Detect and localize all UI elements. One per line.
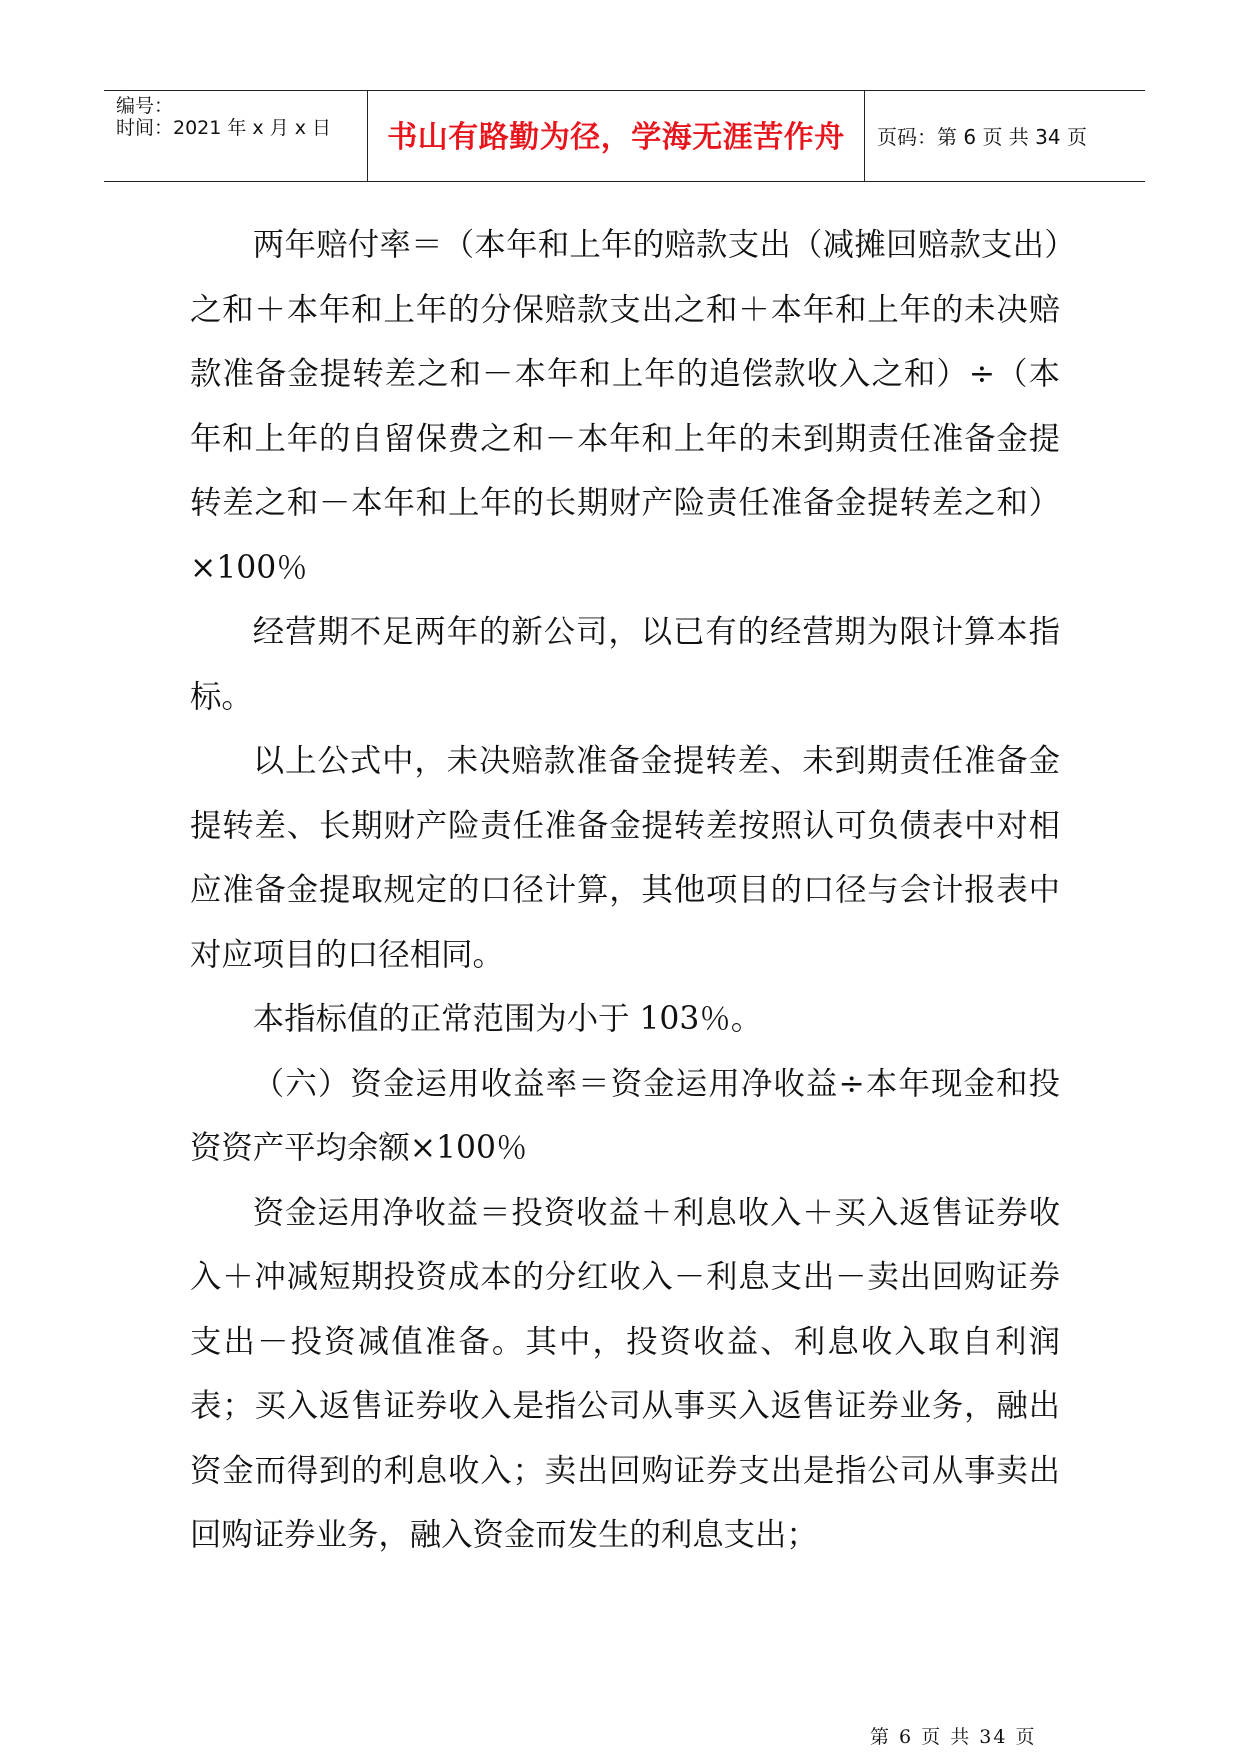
- header-motto: 书山有路勤为径，学海无涯苦作舟: [387, 120, 845, 155]
- paragraph-new-company-note: 经营期不足两年的新公司，以已有的经营期为限计算本指标。: [190, 614, 1060, 715]
- page-header: [104, 90, 1145, 182]
- header-page-cell: [865, 91, 1145, 181]
- paragraph-formula-scope: 以上公式中，未决赔款准备金提转差、未到期责任准备金提转差、长期财产险责任准备金提转差按照认可负债表中对相应准备金提取规定的口径计算，其他项目的口径与会计报表中对应项目的口径相同。: [190, 743, 1060, 973]
- paragraph-fund-return-rate: （六）资金运用收益率＝资金运用净收益÷本年现金和投资资产平均余额×100％: [190, 1065, 1060, 1166]
- page-footer: 第 6 页 共 34 页: [870, 1726, 1037, 1748]
- header-page-number: 页码：第 6 页 共 34 页: [877, 124, 1087, 149]
- document-number-label: 编号：: [116, 95, 174, 117]
- header-motto-cell: [368, 91, 865, 181]
- document-body: [190, 213, 1060, 1568]
- paragraph-two-year-loss-ratio: 两年赔付率＝（本年和上年的赔款支出（减摊回赔款支出）之和＋本年和上年的分保赔款支出之和＋本年和上年的未决赔款准备金提转差之和－本年和上年的追偿款收入之和）÷（本年和上年的自留保费之和－本年和上年的未到期责任准备金提转差之和－本年和上年的长期财产险责任准备金提转差之和）×100％: [190, 227, 1060, 586]
- paragraph-net-investment-income: 资金运用净收益＝投资收益＋利息收入＋买入返售证券收入＋冲减短期投资成本的分红收入－利息支出－卖出回购证券支出－投资减值准备。其中，投资收益、利息收入取自利润表；买入返售证券收入是指公司从事买入返售证券业务，融出资金而得到的利息收入；卖出回购证券支出是指公司从事卖出回购证券业务，融入资金而发生的利息支出；: [190, 1194, 1060, 1553]
- document-time-label: 时间：2021 年 x 月 x 日: [116, 117, 332, 139]
- paragraph-normal-range: 本指标值的正常范围为小于 103％。: [252, 1001, 763, 1037]
- header-meta: [104, 91, 368, 181]
